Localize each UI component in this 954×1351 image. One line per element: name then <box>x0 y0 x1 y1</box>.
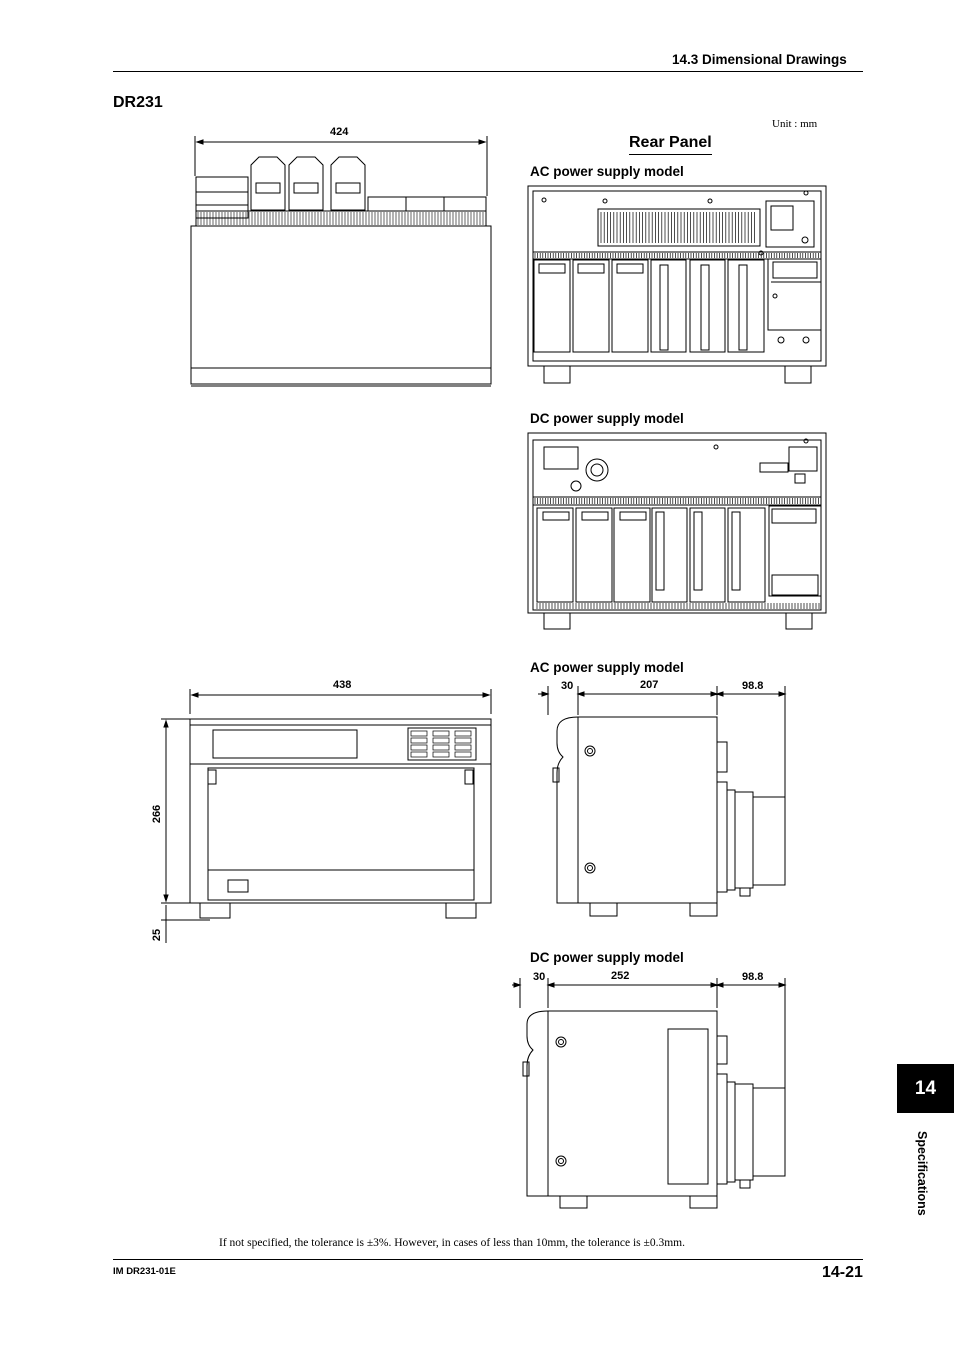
side-ac-caption: AC power supply model <box>530 660 684 675</box>
model-title: DR231 <box>113 94 163 111</box>
unit-note: Unit : mm <box>772 118 818 130</box>
side-dc-dim-rear: 98.8 <box>742 971 764 983</box>
footer-rule <box>113 1259 863 1260</box>
front-height-dimension: 266 <box>151 804 164 824</box>
page-number: 14-21 <box>822 1264 863 1281</box>
rear-ac-caption: AC power supply model <box>530 164 684 179</box>
document-id: IM DR231-01E <box>113 1266 176 1277</box>
section-header: 14.3 Dimensional Drawings <box>672 52 847 67</box>
side-dc-dim-body: 252 <box>611 970 630 982</box>
tolerance-footnote: If not specified, the tolerance is ±3%. However, in cases of less than 10mm, the tolerance is ±0.3mm. <box>219 1237 685 1249</box>
top-width-dimension: 424 <box>330 126 349 138</box>
side-ac-dim-body: 207 <box>640 679 659 691</box>
side-dc-caption: DC power supply model <box>530 950 684 965</box>
foot-height-dimension: 25 <box>151 928 164 942</box>
front-width-dimension: 438 <box>333 679 352 691</box>
chapter-tab-label: Specifications <box>915 1131 929 1216</box>
rear-dc-caption: DC power supply model <box>530 411 684 426</box>
side-ac-dim-rear: 98.8 <box>742 680 764 692</box>
side-dc-dim-front: 30 <box>533 971 546 983</box>
chapter-tab: 14 <box>897 1064 954 1113</box>
side-ac-dim-front: 30 <box>561 680 574 692</box>
rear-panel-title: Rear Panel <box>629 134 712 155</box>
